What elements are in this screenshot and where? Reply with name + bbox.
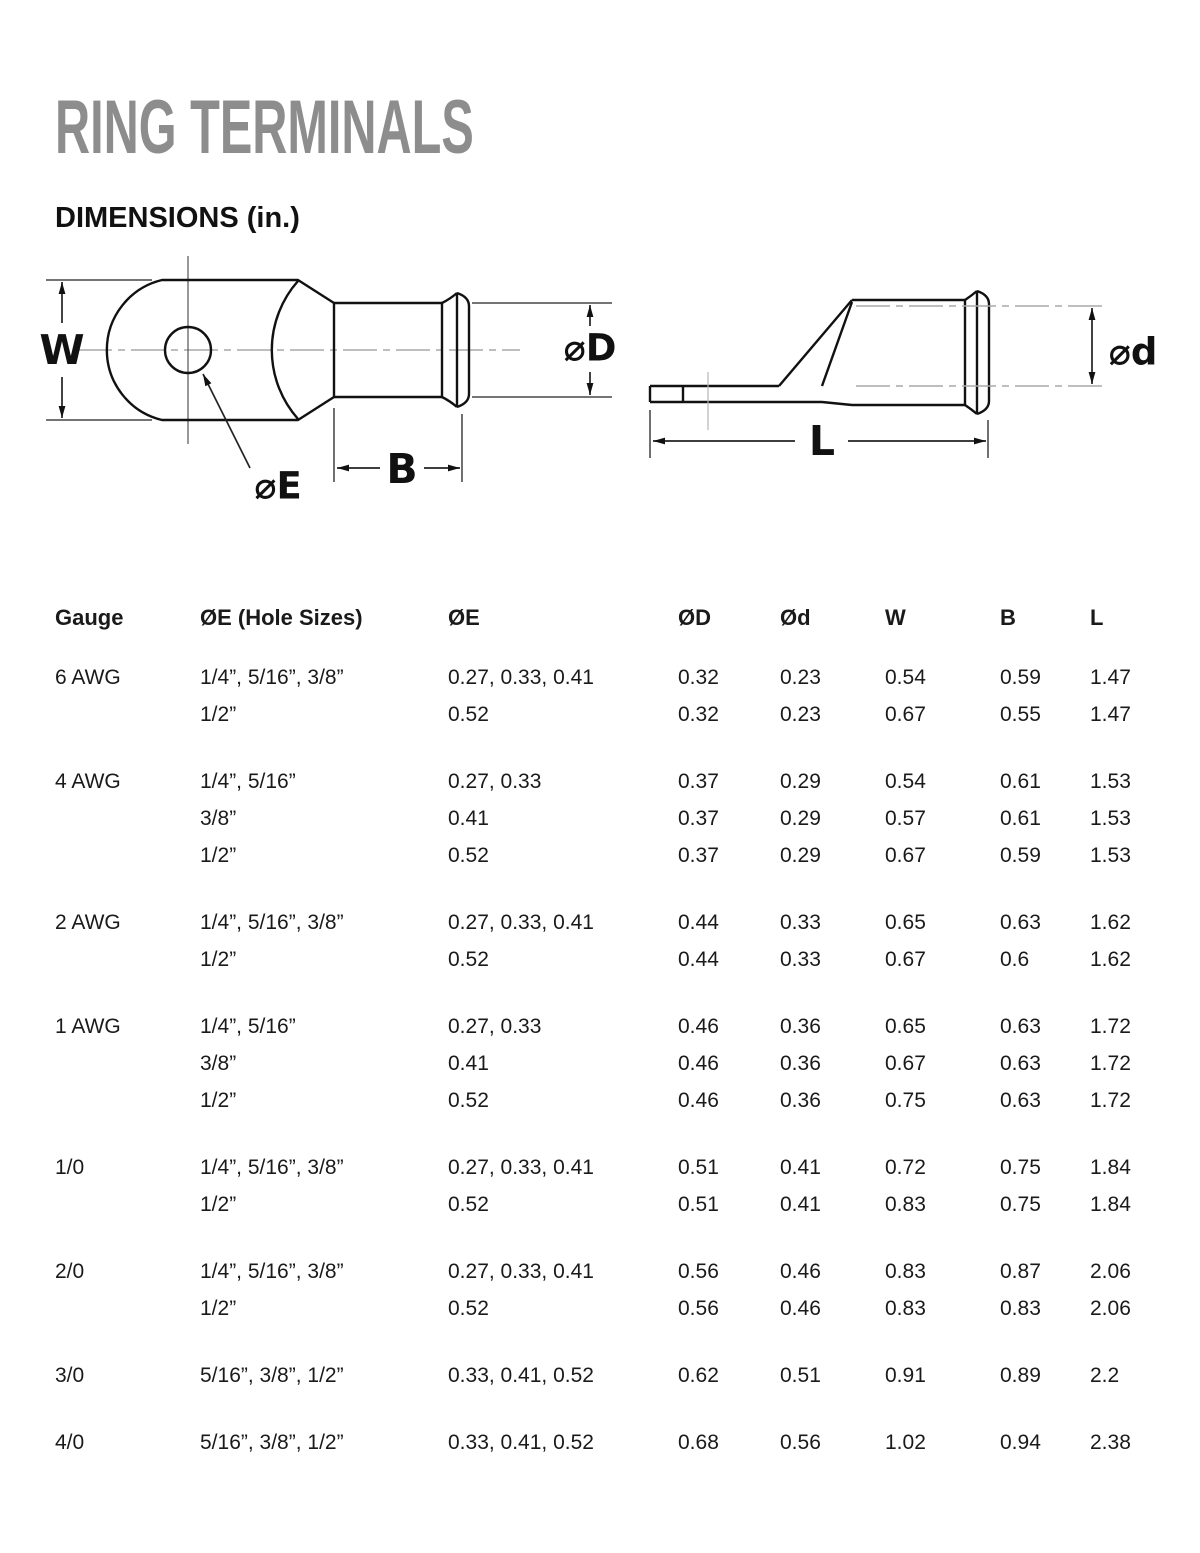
value-cell: 0.83 (885, 1296, 926, 1320)
dim-label-od: ⌀D (563, 326, 617, 370)
table-row (55, 1186, 1175, 1223)
gauge-cell: 1 AWG (55, 1014, 121, 1038)
dim-label-oe: ⌀E (254, 464, 302, 508)
value-cell: 1.47 (1090, 665, 1131, 689)
value-cell: 0.62 (678, 1363, 719, 1387)
value-cell: 0.65 (885, 1014, 926, 1038)
value-cell: 2.06 (1090, 1259, 1131, 1283)
value-cell: 0.51 (678, 1192, 719, 1216)
side-barrel-outline (852, 300, 965, 405)
table-row (55, 1290, 1175, 1327)
value-cell: 1/2” (200, 1088, 237, 1112)
value-cell: 1/4”, 5/16”, 3/8” (200, 1155, 344, 1179)
col-header-gauge: Gauge (55, 605, 124, 630)
page-title-wrap (55, 85, 709, 170)
gauge-cell: 4 AWG (55, 769, 121, 793)
gauge-cell: 4/0 (55, 1430, 85, 1454)
value-cell: 1/2” (200, 843, 237, 867)
value-cell: 0.33, 0.41, 0.52 (448, 1430, 594, 1454)
value-cell: 1.62 (1090, 910, 1131, 934)
dim-label-b: B (386, 445, 418, 493)
table-row (55, 1082, 1175, 1119)
value-cell: 0.27, 0.33, 0.41 (448, 665, 594, 689)
gauge-cell: 1/0 (55, 1155, 85, 1179)
value-cell: 0.75 (1000, 1192, 1041, 1216)
page-title: RING TERMINALS (55, 85, 474, 170)
value-cell: 0.37 (678, 769, 719, 793)
value-cell: 0.56 (678, 1259, 719, 1283)
value-cell: 0.46 (678, 1014, 719, 1038)
value-cell: 0.29 (780, 769, 821, 793)
value-cell: 0.29 (780, 843, 821, 867)
table-row (55, 1424, 1175, 1461)
terminal-drawings (0, 240, 1200, 540)
col-header-od-small: Ød (780, 605, 811, 630)
dim-label-w: W (39, 326, 85, 374)
value-cell: 0.23 (780, 702, 821, 726)
value-cell: 0.63 (1000, 1014, 1041, 1038)
table-row (55, 837, 1175, 874)
value-cell: 1.53 (1090, 769, 1131, 793)
value-cell: 0.56 (678, 1296, 719, 1320)
col-header-oe: ØE (448, 605, 480, 630)
value-cell: 0.75 (885, 1088, 926, 1112)
value-cell: 0.52 (448, 843, 489, 867)
value-cell: 0.44 (678, 910, 719, 934)
neck-bottom-edge (822, 402, 852, 405)
value-cell: 1/2” (200, 947, 237, 971)
value-cell: 0.51 (780, 1363, 821, 1387)
gauge-cell: 2/0 (55, 1259, 85, 1283)
table-row (55, 1008, 1175, 1045)
value-cell: 0.61 (1000, 806, 1041, 830)
value-cell: 0.36 (780, 1051, 821, 1075)
value-cell: 0.67 (885, 947, 926, 971)
value-cell: 0.59 (1000, 665, 1041, 689)
value-cell: 1/2” (200, 1296, 237, 1320)
table-row (55, 1045, 1175, 1082)
value-cell: 1.62 (1090, 947, 1131, 971)
top-view-drawing (39, 256, 616, 508)
value-cell: 3/8” (200, 806, 237, 830)
value-cell: 5/16”, 3/8”, 1/2” (200, 1363, 344, 1387)
value-cell: 1/2” (200, 702, 237, 726)
dimensions-table-body (55, 659, 1175, 1461)
value-cell: 1.02 (885, 1430, 926, 1454)
value-cell: 0.32 (678, 702, 719, 726)
value-cell: 0.33 (780, 947, 821, 971)
value-cell: 0.29 (780, 806, 821, 830)
table-header-row (55, 598, 1175, 638)
value-cell: 0.46 (780, 1259, 821, 1283)
value-cell: 1.47 (1090, 702, 1131, 726)
value-cell: 0.67 (885, 702, 926, 726)
value-cell: 0.52 (448, 947, 489, 971)
value-cell: 5/16”, 3/8”, 1/2” (200, 1430, 344, 1454)
dimensions-heading: DIMENSIONS (in.) (55, 202, 300, 234)
value-cell: 0.27, 0.33 (448, 1014, 542, 1038)
value-cell: 0.83 (885, 1192, 926, 1216)
value-cell: 0.36 (780, 1088, 821, 1112)
value-cell: 3/8” (200, 1051, 237, 1075)
value-cell: 1.72 (1090, 1051, 1131, 1075)
value-cell: 0.37 (678, 806, 719, 830)
table-row (55, 1253, 1175, 1290)
value-cell: 0.46 (780, 1296, 821, 1320)
value-cell: 0.72 (885, 1155, 926, 1179)
value-cell: 0.94 (1000, 1430, 1041, 1454)
side-barrel-flare (965, 291, 989, 414)
table-row (55, 696, 1175, 733)
value-cell: 0.54 (885, 769, 926, 793)
gauge-cell: 6 AWG (55, 665, 121, 689)
value-cell: 0.68 (678, 1430, 719, 1454)
col-header-l: L (1090, 605, 1104, 630)
value-cell: 0.56 (780, 1430, 821, 1454)
table-row (55, 1357, 1175, 1394)
value-cell: 0.33 (780, 910, 821, 934)
value-cell: 0.46 (678, 1051, 719, 1075)
value-cell: 0.83 (1000, 1296, 1041, 1320)
value-cell: 1.84 (1090, 1192, 1131, 1216)
value-cell: 0.52 (448, 1192, 489, 1216)
col-header-od: ØD (678, 605, 711, 630)
value-cell: 1.53 (1090, 843, 1131, 867)
col-header-hole-sizes: ØE (Hole Sizes) (200, 605, 363, 630)
value-cell: 0.44 (678, 947, 719, 971)
value-cell: 2.38 (1090, 1430, 1131, 1454)
value-cell: 0.41 (780, 1155, 821, 1179)
dim-label-odd: ⌀d (1108, 330, 1158, 374)
value-cell: 1.84 (1090, 1155, 1131, 1179)
value-cell: 0.87 (1000, 1259, 1041, 1283)
value-cell: 0.63 (1000, 910, 1041, 934)
table-row (55, 1149, 1175, 1186)
value-cell: 0.52 (448, 702, 489, 726)
value-cell: 0.33, 0.41, 0.52 (448, 1363, 594, 1387)
value-cell: 1/4”, 5/16”, 3/8” (200, 1259, 344, 1283)
value-cell: 1/4”, 5/16”, 3/8” (200, 665, 344, 689)
value-cell: 1/4”, 5/16”, 3/8” (200, 910, 344, 934)
value-cell: 0.36 (780, 1014, 821, 1038)
value-cell: 0.32 (678, 665, 719, 689)
neck-inner-edge (822, 302, 852, 386)
value-cell: 0.27, 0.33 (448, 769, 542, 793)
value-cell: 1/2” (200, 1192, 237, 1216)
table-row (55, 904, 1175, 941)
value-cell: 0.37 (678, 843, 719, 867)
value-cell: 0.41 (780, 1192, 821, 1216)
value-cell: 2.2 (1090, 1363, 1120, 1387)
value-cell: 1.53 (1090, 806, 1131, 830)
value-cell: 1/4”, 5/16” (200, 1014, 296, 1038)
table-row (55, 763, 1175, 800)
col-header-w: W (885, 605, 906, 630)
value-cell: 0.23 (780, 665, 821, 689)
neck-outer-edge (779, 300, 852, 386)
value-cell: 0.41 (448, 806, 489, 830)
value-cell: 0.51 (678, 1155, 719, 1179)
value-cell: 1.72 (1090, 1088, 1131, 1112)
gauge-cell: 3/0 (55, 1363, 85, 1387)
value-cell: 0.52 (448, 1088, 489, 1112)
value-cell: 1.72 (1090, 1014, 1131, 1038)
value-cell: 0.83 (885, 1259, 926, 1283)
value-cell: 0.75 (1000, 1155, 1041, 1179)
table-row (55, 659, 1175, 696)
value-cell: 0.57 (885, 806, 926, 830)
table-row (55, 800, 1175, 837)
value-cell: 0.63 (1000, 1051, 1041, 1075)
value-cell: 0.61 (1000, 769, 1041, 793)
value-cell: 0.54 (885, 665, 926, 689)
value-cell: 0.55 (1000, 702, 1041, 726)
value-cell: 0.89 (1000, 1363, 1041, 1387)
value-cell: 1/4”, 5/16” (200, 769, 296, 793)
dimensions-table (55, 598, 1175, 1461)
col-header-b: B (1000, 605, 1016, 630)
value-cell: 2.06 (1090, 1296, 1131, 1320)
value-cell: 0.27, 0.33, 0.41 (448, 1259, 594, 1283)
value-cell: 0.67 (885, 843, 926, 867)
value-cell: 0.27, 0.33, 0.41 (448, 910, 594, 934)
value-cell: 0.41 (448, 1051, 489, 1075)
value-cell: 0.67 (885, 1051, 926, 1075)
side-view-drawing (650, 291, 1157, 465)
gauge-cell: 2 AWG (55, 910, 121, 934)
value-cell: 0.52 (448, 1296, 489, 1320)
value-cell: 0.63 (1000, 1088, 1041, 1112)
tongue-outline (650, 386, 822, 402)
table-row (55, 941, 1175, 978)
value-cell: 0.27, 0.33, 0.41 (448, 1155, 594, 1179)
value-cell: 0.46 (678, 1088, 719, 1112)
dim-label-l: L (808, 417, 836, 465)
value-cell: 0.59 (1000, 843, 1041, 867)
value-cell: 0.91 (885, 1363, 926, 1387)
value-cell: 0.6 (1000, 947, 1030, 971)
value-cell: 0.65 (885, 910, 926, 934)
